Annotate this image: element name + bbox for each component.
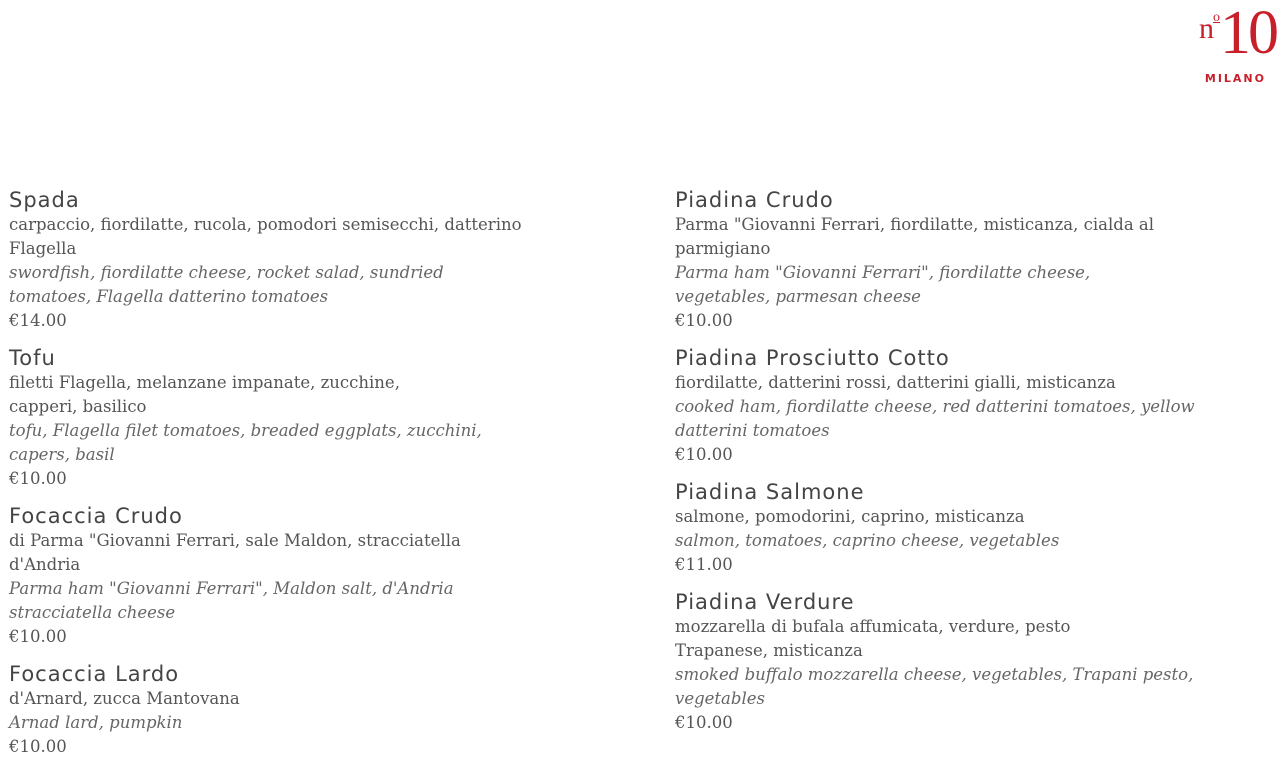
restaurant-logo (1170, 0, 1280, 85)
item-price: €10.00 (9, 737, 67, 756)
item-description-it: fiordilatte, datterini rossi, datterini gialli, misticanza (675, 373, 1116, 392)
item-description-en: Arnad lard, pumpkin (9, 713, 183, 732)
logo-number: 10 (1220, 0, 1276, 67)
item-price: €11.00 (675, 555, 733, 574)
item-name: Piadina Prosciutto Cotto (675, 346, 950, 370)
item-price: €10.00 (675, 445, 733, 464)
item-price: €14.00 (9, 311, 67, 330)
menu-item-spada (9, 187, 569, 333)
item-description-it: d'Arnard, zucca Mantovana (9, 689, 240, 708)
item-name: Tofu (9, 346, 56, 370)
item-price: €10.00 (675, 311, 733, 330)
item-name: Piadina Salmone (675, 480, 865, 504)
logo-o: o (1213, 10, 1220, 25)
item-description-it: salmone, pomodorini, caprino, misticanza (675, 507, 1025, 526)
menu-item-focaccia-lardo (9, 661, 569, 759)
menu-item-tofu (9, 345, 569, 491)
item-name: Focaccia Lardo (9, 662, 180, 686)
menu-item-piadina-prosciutto-cotto (675, 345, 1235, 467)
item-description-en: tofu, Flagella filet tomatoes, breaded eggplats, zucchini, capers, basil (9, 421, 482, 464)
logo-mark (1199, 0, 1276, 67)
item-description-it: mozzarella di bufala affumicata, verdure, pesto Trapanese, misticanza (675, 617, 1071, 660)
menu-item-piadina-salmone (675, 479, 1235, 577)
item-description-en: smoked buffalo mozzarella cheese, vegetables, Trapani pesto, vegetables (675, 665, 1194, 708)
item-description-en: salmon, tomatoes, caprino cheese, vegetables (675, 531, 1060, 550)
item-name: Piadina Verdure (675, 590, 855, 614)
menu-item-piadina-verdure (675, 589, 1235, 735)
item-price: €10.00 (9, 627, 67, 646)
item-price: €10.00 (675, 713, 733, 732)
item-description-en: cooked ham, fiordilatte cheese, red datterini tomatoes, yellow datterini tomatoes (675, 397, 1195, 440)
item-description-it: Parma "Giovanni Ferrari, fiordilatte, misticanza, cialda al parmigiano (675, 215, 1155, 258)
menu-column-left (9, 187, 569, 771)
item-name: Spada (9, 188, 80, 212)
item-description-en: swordfish, fiordilatte cheese, rocket salad, sundried tomatoes, Flagella datterino tomatoes (9, 263, 444, 306)
item-description-it: di Parma "Giovanni Ferrari, sale Maldon, stracciatella d'Andria (9, 531, 461, 574)
item-description-en: Parma ham "Giovanni Ferrari", Maldon salt, d'Andria stracciatella cheese (9, 579, 454, 622)
item-name: Focaccia Crudo (9, 504, 183, 528)
item-description-it: carpaccio, fiordilatte, rucola, pomodori semisecchi, datterino Flagella (9, 215, 522, 258)
item-name: Piadina Crudo (675, 188, 834, 212)
menu-column-right (675, 187, 1235, 747)
logo-city: MILANO (1204, 72, 1266, 85)
item-description-en: Parma ham "Giovanni Ferrari", fiordilatte cheese, vegetables, parmesan cheese (675, 263, 1091, 306)
logo-n: n (1199, 12, 1214, 45)
item-description-it: filetti Flagella, melanzane impanate, zucchine, capperi, basilico (9, 373, 400, 416)
item-price: €10.00 (9, 469, 67, 488)
menu-item-focaccia-crudo (9, 503, 569, 649)
menu-item-piadina-crudo (675, 187, 1235, 333)
